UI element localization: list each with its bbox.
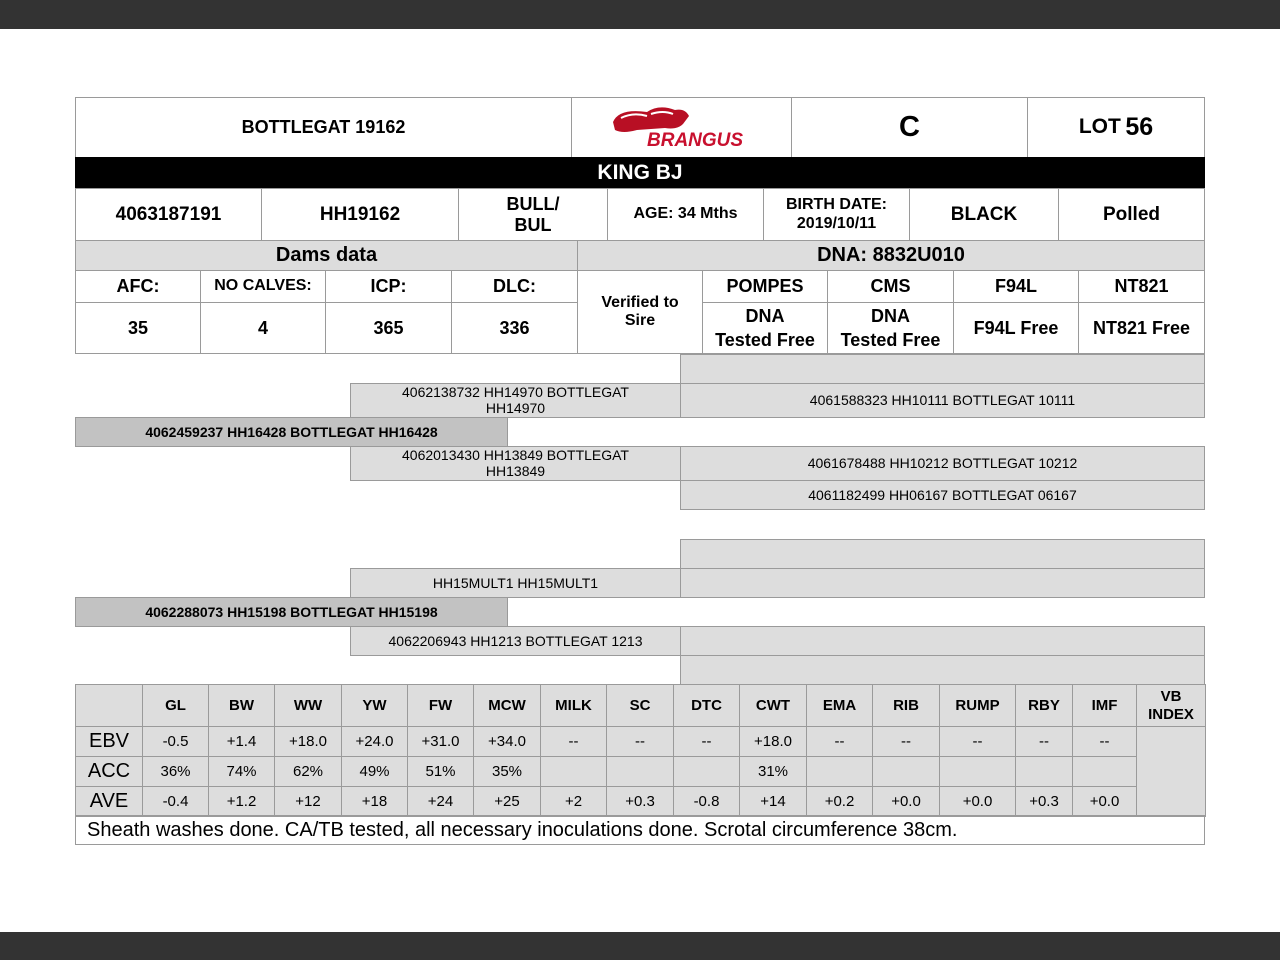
ebv-cell-acc (606, 756, 674, 787)
ebv-cell-acc: 36% (142, 756, 209, 787)
viewer-bottom-bar (0, 932, 1280, 960)
ebv-header-dtc: DTC (673, 684, 740, 727)
ebv-cell-acc (939, 756, 1016, 787)
ebv-cell-ave: +0.3 (1015, 786, 1073, 817)
color: BLACK (909, 188, 1059, 241)
ebv-cell-ave: -0.4 (142, 786, 209, 817)
pedigree-dam-dam-dam (680, 655, 1205, 685)
ebv-cell-acc: 62% (274, 756, 342, 787)
animal-name-bar (75, 157, 1205, 189)
horn-status: Polled (1058, 188, 1205, 241)
ebv-cell-ave: +0.0 (1072, 786, 1137, 817)
ebv-cell-ave: +24 (407, 786, 474, 817)
ebv-cell-ebv: -- (1072, 726, 1137, 757)
icp-value: 365 (325, 302, 452, 354)
ebv-cell-ave: +0.3 (606, 786, 674, 817)
afc-value: 35 (75, 302, 201, 354)
ebv-header-rib: RIB (872, 684, 940, 727)
ebv-cell-acc (1072, 756, 1137, 787)
ebv-header-rby: RBY (1015, 684, 1073, 727)
age: AGE: 34 Mths (607, 188, 764, 241)
herd-number: HH19162 (261, 188, 459, 241)
ebv-cell-acc: 31% (739, 756, 807, 787)
ebv-row-label-acc: ACC (75, 756, 143, 787)
grade-cell (791, 97, 1028, 158)
ebv-cell-acc (540, 756, 607, 787)
ebv-cell-ave: +14 (739, 786, 807, 817)
pedigree-sire-sire-dam: 4061588323 HH10111 BOTTLEGAT 10111 (680, 383, 1205, 418)
ebv-row-label-ave: AVE (75, 786, 143, 817)
ebv-header-bw: BW (208, 684, 275, 727)
ebv-cell-ave: +2 (540, 786, 607, 817)
pedigree-sire: 4062459237 HH16428 BOTTLEGAT HH16428 (75, 417, 508, 447)
pedigree-sire-sire: 4062138732 HH14970 BOTTLEGAT HH14970 (350, 383, 681, 418)
cms-header: CMS (827, 270, 954, 303)
ebv-cell-ave: +0.0 (872, 786, 940, 817)
pedigree-dam-dam: 4062206943 HH1213 BOTTLEGAT 1213 (350, 626, 681, 656)
ebv-cell-ave: +12 (274, 786, 342, 817)
dna-title: DNA: 8832U010 (577, 240, 1205, 271)
ebv-header-rump: RUMP (939, 684, 1016, 727)
dlc-value: 336 (451, 302, 578, 354)
dlc-header: DLC: (451, 270, 578, 303)
lot-cell (1027, 97, 1205, 158)
vb-index-value (1136, 726, 1206, 817)
ebv-header-gl: GL (142, 684, 209, 727)
viewer-top-bar (0, 0, 1280, 29)
pedigree-sire-dam: 4062013430 HH13849 BOTTLEGAT HH13849 (350, 446, 681, 481)
pedigree-dam: 4062288073 HH15198 BOTTLEGAT HH15198 (75, 597, 508, 627)
pedigree-sire-dam-dam: 4061182499 HH06167 BOTTLEGAT 06167 (680, 480, 1205, 510)
animal-id: 4063187191 (75, 188, 262, 241)
ebv-cell-ebv: -0.5 (142, 726, 209, 757)
ebv-cell-ave: +1.2 (208, 786, 275, 817)
ebv-header-ww: WW (274, 684, 342, 727)
ebv-cell-ebv: -- (939, 726, 1016, 757)
ebv-cell-ebv: +18.0 (274, 726, 342, 757)
brangus-logo (607, 100, 752, 152)
herd-name: BOTTLEGAT 19162 (241, 117, 406, 138)
grade: C (899, 110, 920, 143)
ebv-cell-ave: -0.8 (673, 786, 740, 817)
pompes-header: POMPES (702, 270, 828, 303)
ebv-header-imf: IMF (1072, 684, 1137, 727)
ebv-cell-ebv: -- (540, 726, 607, 757)
dams-data-title: Dams data (75, 240, 578, 271)
pedigree-dam-dam-sire (680, 626, 1205, 656)
ebv-cell-acc (872, 756, 940, 787)
icp-header: ICP: (325, 270, 452, 303)
ebv-cell-ebv: +34.0 (473, 726, 541, 757)
ebv-header-yw: YW (341, 684, 408, 727)
ebv-cell-ave: +25 (473, 786, 541, 817)
ebv-cell-acc (673, 756, 740, 787)
ebv-cell-acc (1015, 756, 1073, 787)
ebv-header-milk: MILK (540, 684, 607, 727)
ebv-cell-ebv: +31.0 (407, 726, 474, 757)
lot-label: LOT (1078, 115, 1121, 139)
ebv-cell-acc: 49% (341, 756, 408, 787)
ebv-cell-acc: 35% (473, 756, 541, 787)
ebv-header-vb-index: VB INDEX (1136, 684, 1206, 727)
ebv-cell-ebv: -- (872, 726, 940, 757)
f94l-result: F94L Free (953, 302, 1079, 354)
pedigree-dam-sire: HH15MULT1 HH15MULT1 (350, 568, 681, 598)
f94l-header: F94L (953, 270, 1079, 303)
pedigree-dam-sire-dam (680, 568, 1205, 598)
ebv-row-label-ebv: EBV (75, 726, 143, 757)
bull-silhouette-icon (613, 107, 689, 132)
ebv-cell-ebv: -- (673, 726, 740, 757)
ebv-cell-ebv: +24.0 (341, 726, 408, 757)
ebv-header-mcw: MCW (473, 684, 541, 727)
animal-name: KING BJ (597, 160, 683, 184)
ebv-cell-ebv: +18.0 (739, 726, 807, 757)
ebv-header-sc: SC (606, 684, 674, 727)
ebv-cell-acc (806, 756, 873, 787)
notes: Sheath washes done. CA/TB tested, all necessary inoculations done. Scrotal circumference 38cm. (75, 815, 1205, 845)
no-calves-header: NO CALVES: (200, 270, 326, 303)
birth-date: BIRTH DATE: 2019/10/11 (763, 188, 910, 241)
nt821-header: NT821 (1078, 270, 1205, 303)
afc-header: AFC: (75, 270, 201, 303)
ebv-cell-ave: +0.2 (806, 786, 873, 817)
cms-result: DNA Tested Free (827, 302, 954, 354)
herd-name-cell (75, 97, 572, 158)
lot-number: 56 (1125, 113, 1154, 142)
ebv-cell-ave: +0.0 (939, 786, 1016, 817)
pedigree-sire-sire-sire (680, 354, 1205, 384)
logo-wordmark: BRANGUS (647, 130, 744, 151)
ebv-header-ema: EMA (806, 684, 873, 727)
ebv-cell-ave: +18 (341, 786, 408, 817)
verified-to-sire: Verified to Sire (577, 270, 703, 354)
pompes-result: DNA Tested Free (702, 302, 828, 354)
no-calves-value: 4 (200, 302, 326, 354)
pedigree-dam-sire-sire (680, 539, 1205, 569)
ebv-header-fw: FW (407, 684, 474, 727)
ebv-corner-cell (75, 684, 143, 727)
ebv-cell-ebv: -- (1015, 726, 1073, 757)
sex: BULL/ BUL (458, 188, 608, 241)
ebv-cell-acc: 74% (208, 756, 275, 787)
ebv-cell-ebv: +1.4 (208, 726, 275, 757)
pedigree-sire-dam-sire: 4061678488 HH10212 BOTTLEGAT 10212 (680, 446, 1205, 481)
nt821-result: NT821 Free (1078, 302, 1205, 354)
ebv-cell-ebv: -- (606, 726, 674, 757)
ebv-header-cwt: CWT (739, 684, 807, 727)
ebv-cell-ebv: -- (806, 726, 873, 757)
ebv-cell-acc: 51% (407, 756, 474, 787)
